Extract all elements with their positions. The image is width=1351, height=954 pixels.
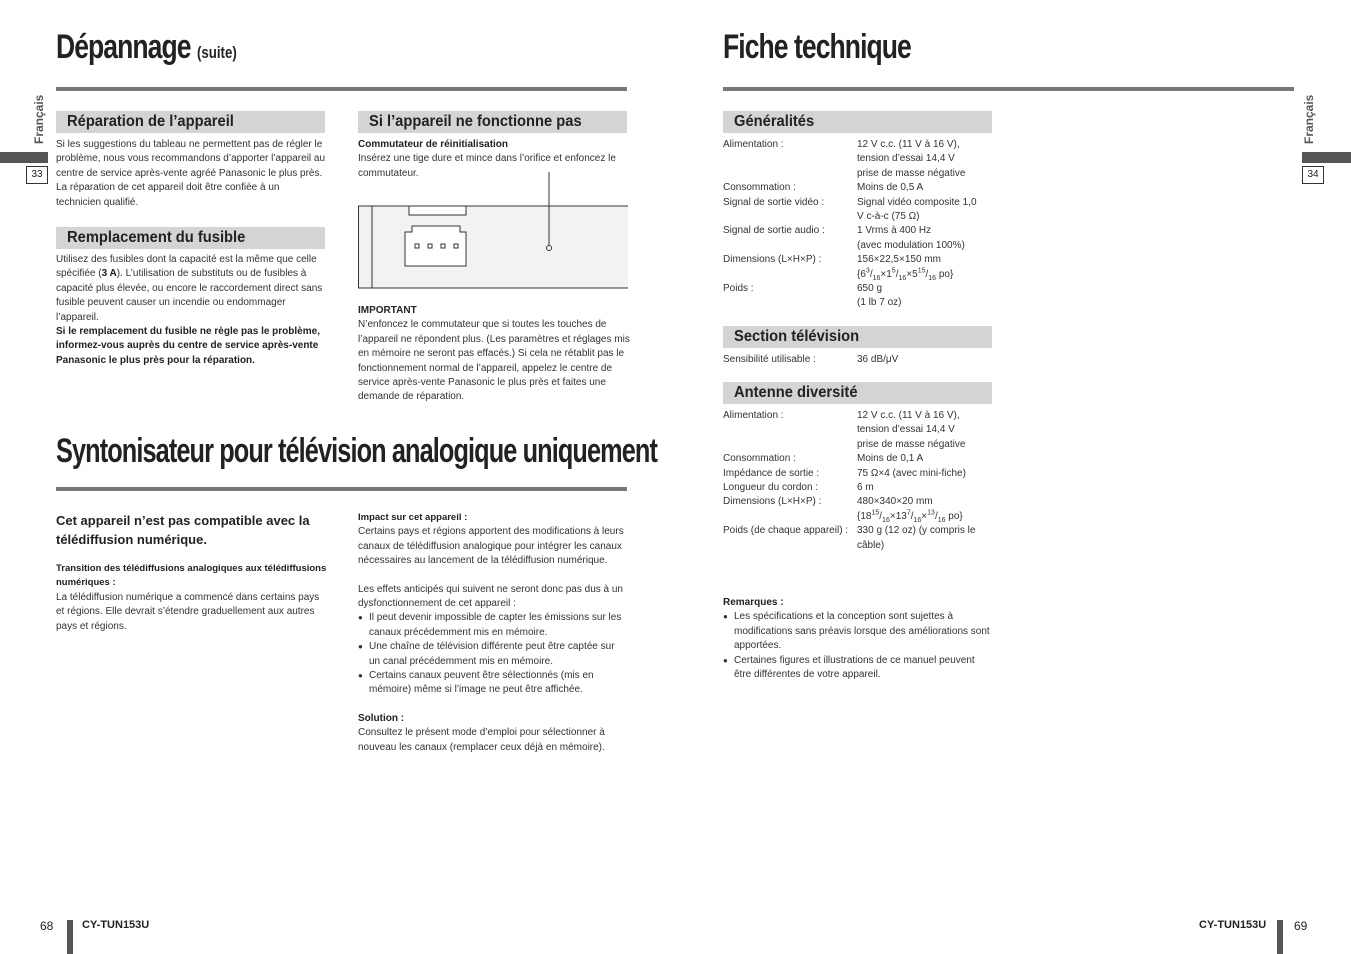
section-page-number-right: 34 [1302, 166, 1324, 184]
transition-text: La télédiffusion numérique a commencé dans certains pays et régions. Elle devrait s’étendre graduellement aux autres pays et régions. [56, 591, 320, 632]
model-right: CY-TUN153U [1199, 919, 1267, 931]
effects-text: Les effets anticipés qui suivent ne seront donc pas dus à un dysfonctionnement de cet appareil : [358, 583, 623, 610]
solution-text: Consultez le présent mode d’emploi pour sélectionner à nouveau les canaux (remplacer ceux déjà en mémoire). [358, 727, 605, 753]
general-specs [723, 138, 995, 311]
spec-row: Longueur du cordon : 6 m [723, 482, 874, 494]
page-title-tuner: Syntonisateur pour télévision analogique uniquement [56, 432, 658, 470]
effect-bullet: ● Certains canaux peuvent être sélectionnés (mis en mémoire) même si l’image ne peut être affichée. [358, 669, 628, 698]
impact-label: Impact sur cet appareil : [358, 512, 468, 523]
title-suffix: (suite) [196, 43, 237, 62]
language-tab-bar-right [1302, 152, 1351, 163]
important-block [358, 304, 630, 405]
title-rule [56, 87, 627, 91]
remarks-label: Remarques : [723, 597, 784, 608]
transition-block [56, 562, 328, 634]
transition-label: Transition des télédiffusions analogiques aux télédiffusions numériques : [56, 563, 327, 589]
effect-bullet: ● Une chaîne de télévision différente peut être captée sur un canal précédemment mis en mémoire. [358, 640, 628, 669]
title-text: Dépannage [56, 28, 191, 66]
spec-row: Dimensions (L×H×P) : 480×340×20 mm {$18^{15}/_{16}\times 13^7/_{16}\times^{13}/_{16}$ po} [723, 495, 995, 524]
reset-text: Insérez une tige dure et mince dans l’orifice et enfoncez le commutateur. [358, 153, 616, 179]
remark-bullet: ● Certaines figures et illustrations de ce manuel peuvent être différentes de votre appareil. [723, 654, 993, 683]
spec-row: Dimensions (L×H×P) : 156×22,5×150 mm {$6^3/_{16}\times 1^5/_{16}\times 5^{15}/_{16}$ po} [723, 253, 995, 282]
language-tab-bar [0, 152, 48, 163]
dimension-inches: {$6^3/_{16}\times 1^5/_{16}\times 5^{15}/_{16}$ po} [857, 267, 954, 282]
dimension-inches: {$18^{15}/_{16}\times 13^7/_{16}\times^{13}/_{16}$ po} [857, 509, 963, 524]
effect-bullet: ● Il peut devenir impossible de capter les émissions sur les canaux précédemment mis en mémoire. [358, 611, 628, 640]
spec-row: Poids (de chaque appareil) : 330 g (12 oz) (y compris le câble) [723, 525, 976, 551]
spec-row: Poids : 650 g (1 lb 7 oz) [723, 283, 902, 309]
section-heading-general: Généralités [723, 111, 992, 133]
impact-text: Certains pays et régions apportent des modifications à leurs canaux de télédiffusion analogique pour intégrer les canaux nécessaires au lancement de la télédiffusion numérique. [358, 526, 624, 567]
tuner-title-rule [56, 487, 627, 491]
important-label: IMPORTANT [358, 305, 417, 316]
remark-bullet: ● Les spécifications et la conception sont sujettes à modifications sans préavis lorsque des améliorations sont apportées. [723, 610, 993, 653]
section-heading-tv: Section télévision [723, 326, 992, 348]
section-page-number: 33 [26, 166, 48, 184]
model-left: CY-TUN153U [82, 919, 150, 931]
page-number-right: 69 [1294, 919, 1308, 933]
tuner-lead: Cet appareil n’est pas compatible avec la télédiffusion numérique. [56, 513, 310, 547]
section-heading-fuse: Remplacement du fusible [56, 227, 325, 249]
important-text: N’enfoncez le commutateur que si toutes les touches de l’appareil ne répondent plus. (Les paramètres et réglages mis en mémoire ne seront pas effacés.) Si cela ne rétablit pas le fonctionnement normal de l’appareil, appelez le centre de service après-vente Panasonic le plus près et faites une demande de réparation. [358, 319, 630, 403]
footer-bar-left [67, 920, 73, 954]
title-rule-right [723, 87, 1294, 91]
language-side-label-right: Français [1302, 94, 1316, 144]
fuse-text: Utilisez des fusibles dont la capacité est la même que celle spécifiée (3 A). L’utilisation de substituts ou de fusibles à capacité plus élevée, ou encore le raccordement direct sans fusible peuvent causer un incendie ou endommager l’appareil. Si le remplacement du fusible ne règle pas le problème, informez-vous auprès du centre de service après-vente Panasonic le plus près pour la réparation. [56, 254, 323, 366]
reset-switch-illustration [358, 170, 628, 292]
footer-bar-right [1277, 920, 1283, 954]
antenna-specs [723, 409, 995, 553]
spec-row: Alimentation : 12 V c.c. (11 V à 16 V), tension d’essai 14,4 V prise de masse négative [723, 139, 966, 179]
remarks-block [723, 596, 993, 682]
section-heading-reset: Si l’appareil ne fonctionne pas [358, 111, 627, 133]
spec-row: Consommation : Moins de 0,1 A [723, 453, 924, 465]
impact-block [358, 511, 628, 755]
page-title-depannage [56, 28, 237, 66]
repair-text: Si les suggestions du tableau ne permettent pas de régler le problème, nous vous recommandons d’apporter l’appareil au centre de service après-vente agréé Panasonic le plus près. La réparation de cet appareil doit être confiée à un technicien qualifié. [56, 139, 326, 208]
spec-row: Signal de sortie audio : 1 Vrms à 400 Hz (avec modulation 100%) [723, 225, 965, 251]
section-heading-antenna: Antenne diversité [723, 382, 992, 404]
spec-row: Alimentation : 12 V c.c. (11 V à 16 V), tension d’essai 14,4 V prise de masse négative [723, 410, 966, 450]
fuse-warning: Si le remplacement du fusible ne règle pas le problème, informez-vous auprès du centre de service après-vente Panasonic le plus près pour la réparation. [56, 326, 320, 366]
tv-specs [723, 353, 995, 367]
spec-row: Sensibilité utilisable : 36 dB/μV [723, 354, 899, 365]
spec-row: Impédance de sortie : 75 Ω×4 (avec mini-fiche) [723, 467, 966, 479]
reset-switch-label: Commutateur de réinitialisation [358, 139, 509, 150]
section-heading-repair: Réparation de l’appareil [56, 111, 325, 133]
spec-row: Consommation : Moins de 0,5 A [723, 182, 924, 194]
language-side-label: Français [32, 94, 46, 144]
spec-row: Signal de sortie vidéo : Signal vidéo composite 1,0 V c-à-c (75 Ω) [723, 196, 977, 223]
solution-label: Solution : [358, 712, 405, 724]
page-number-left: 68 [40, 919, 54, 933]
page-title-fiche: Fiche technique [723, 28, 911, 66]
